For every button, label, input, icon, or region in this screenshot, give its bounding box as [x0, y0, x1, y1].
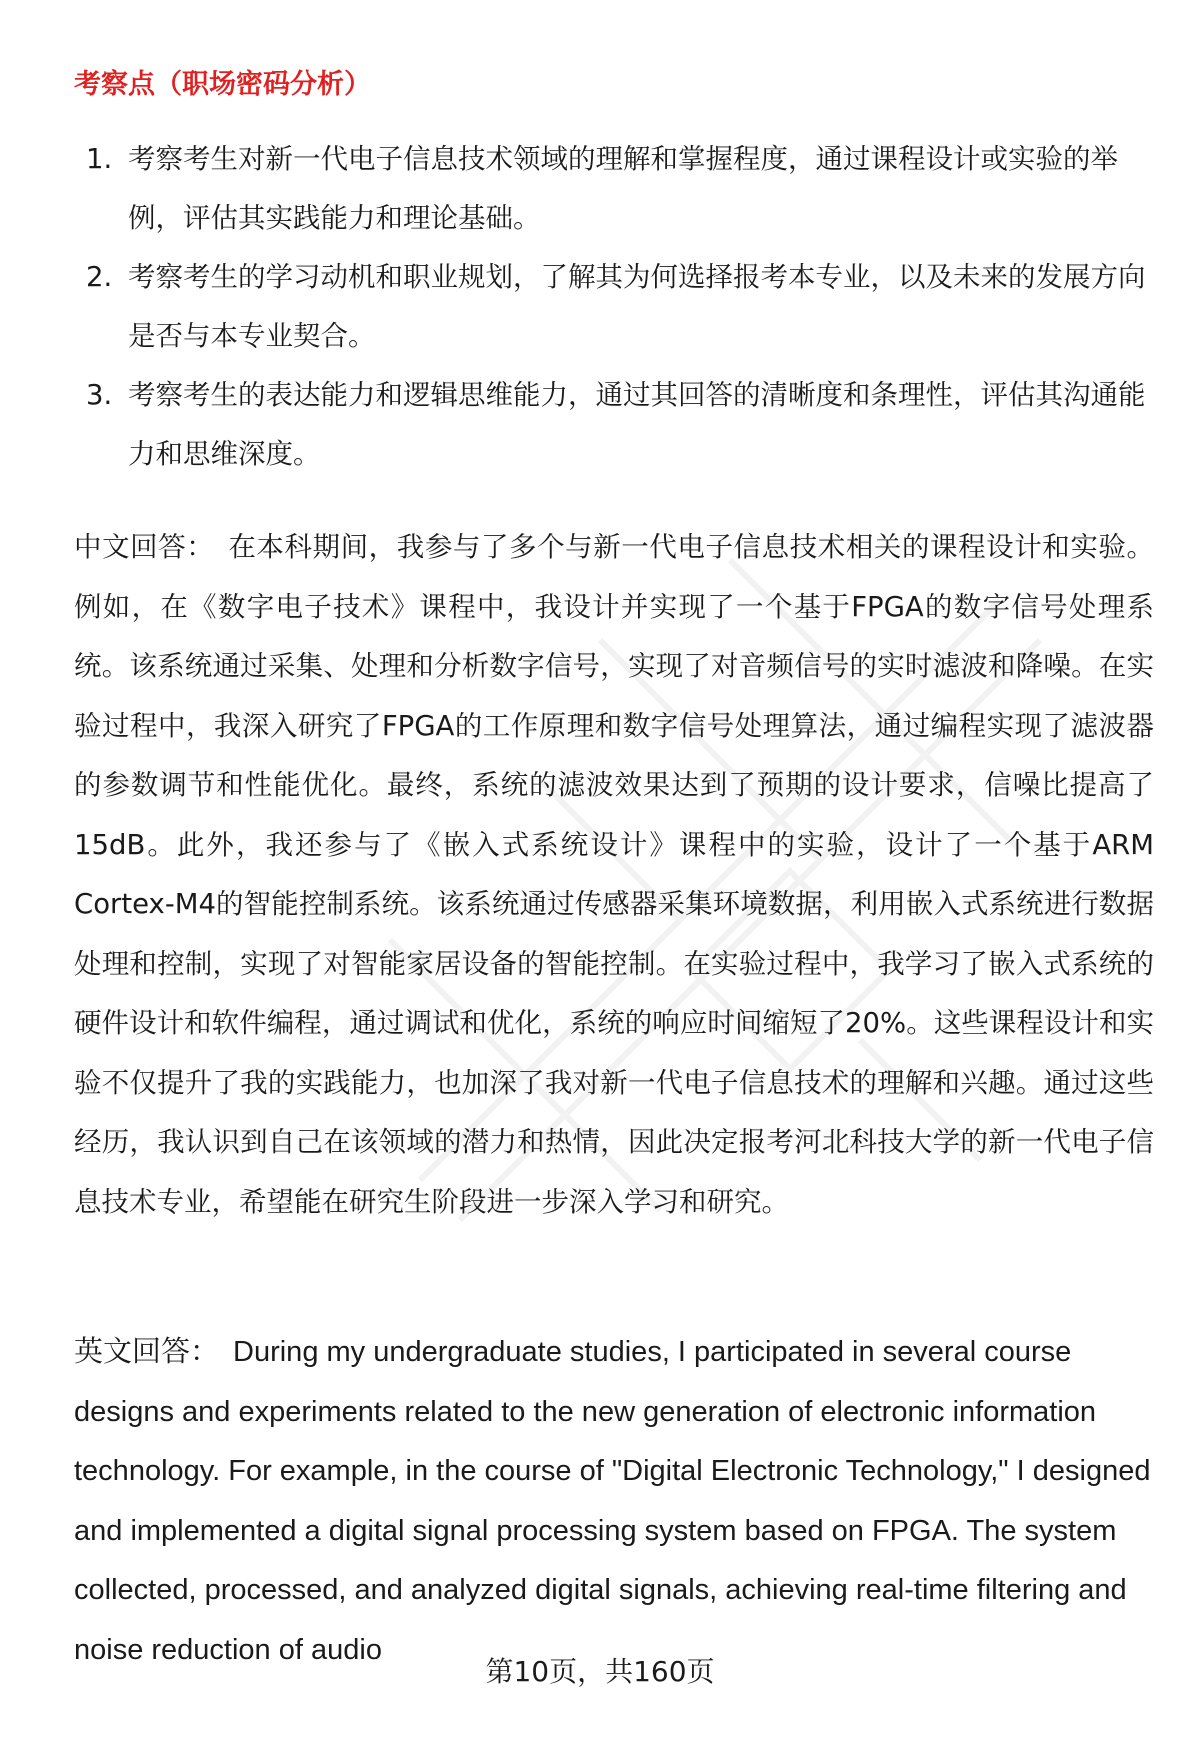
list-item-number: 3. [86, 379, 113, 411]
page-number-footer: 第10页，共160页 [485, 1655, 715, 1688]
assessment-points-list [74, 130, 1154, 484]
list-item-text: 考察考生对新一代电子信息技术领域的理解和掌握程度，通过课程设计或实验的举例，评估其实践能力和理论基础。 [128, 143, 1118, 234]
list-item [74, 248, 1154, 366]
list-item [74, 130, 1154, 248]
list-item-text: 考察考生的表达能力和逻辑思维能力，通过其回答的清晰度和条理性，评估其沟通能力和思维深度。 [128, 379, 1146, 470]
chinese-answer-text: 在本科期间，我参与了多个与新一代电子信息技术相关的课程设计和实验。例如，在《数字电子技术》课程中，我设计并实现了一个基于FPGA的数字信号处理系统。该系统通过采集、处理和分析数字信号，实现了对音频信号的实时滤波和降噪。在实验过程中，我深入研究了FPGA的工作原理和数字信号处理算法，通过编程实现了滤波器的参数调节和性能优化。最终，系统的滤波效果达到了预期的设计要求，信噪比提高了15dB。此外，我还参与了《嵌入式系统设计》课程中的实验，设计了一个基于ARM Cortex-M4的智能控制系统。该系统通过传感器采集环境数据，利用嵌入式系统进行数据处理和控制，实现了对智能家居设备的智能控制。在实验过程中，我学习了嵌入式系统的硬件设计和软件编程，通过调试和优化，系统的响应时间缩短了20%。这些课程设计和实验不仅提升了我的实践能力，也加深了我对新一代电子信息技术的理解和兴趣。通过这些经历，我认识到自己在该领域的潜力和热情，因此决定报考河北科技大学的新一代电子信息技术专业，希望能在研究生阶段进一步深入学习和研究。 [74, 531, 1155, 1218]
list-item-number: 2. [86, 261, 113, 293]
list-item [74, 366, 1154, 484]
chinese-answer-label: 中文回答： [74, 531, 215, 563]
english-answer-paragraph [74, 1323, 1154, 1680]
list-item-number: 1. [86, 143, 113, 175]
chinese-answer-paragraph [74, 518, 1154, 1232]
section-title: 考察点（职场密码分析） [74, 69, 371, 100]
english-answer-label: 英文回答： [74, 1336, 220, 1368]
english-answer-text: During my undergraduate studies, I participated in several course designs and experiments related to the new generation of electronic information technology. For example, in the course of "Digital Electronic Technology," I designed and implemented a digital signal processing system based on FPGA. The system collected, processed, and analyzed digital signals, achieving real-time filtering and noise reduction of audio [74, 1336, 1151, 1666]
list-item-text: 考察考生的学习动机和职业规划，了解其为何选择报考本专业，以及未来的发展方向是否与本专业契合。 [128, 261, 1146, 352]
